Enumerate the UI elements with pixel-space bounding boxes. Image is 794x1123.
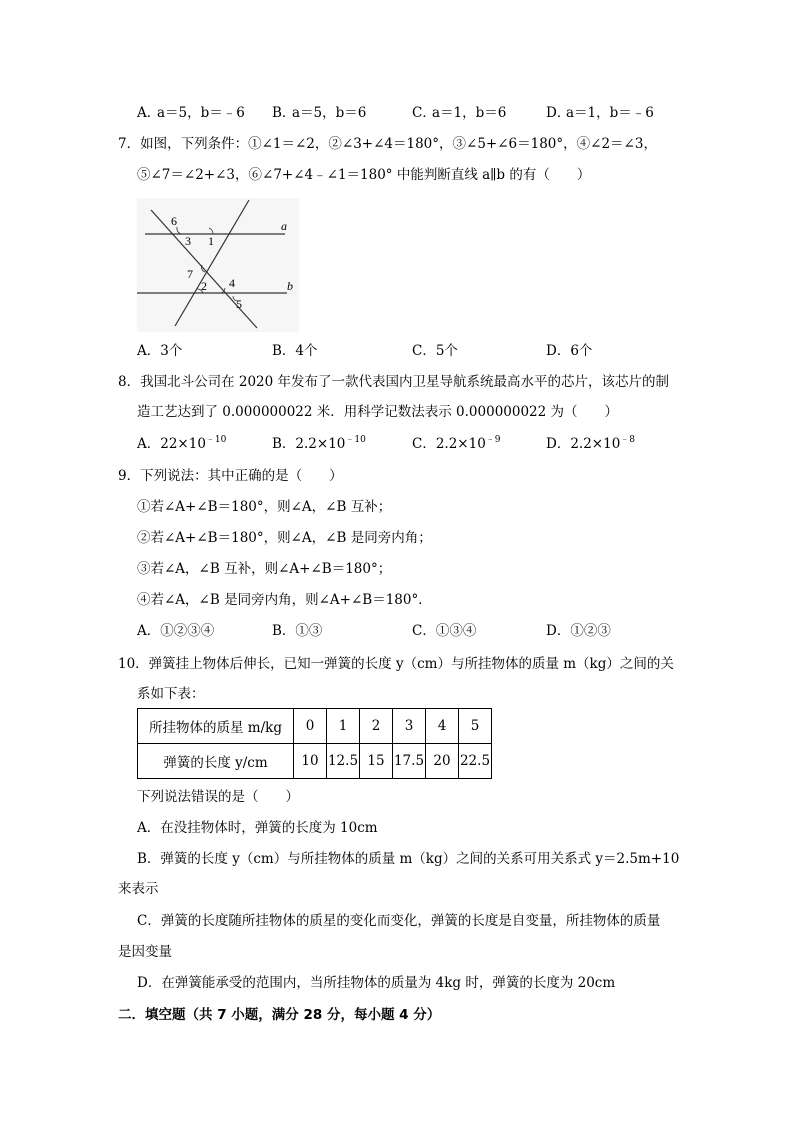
q9-option-c: C．①③④ (412, 623, 477, 639)
spring-data-table (137, 708, 492, 779)
q8-option-c-exp: ﹣9 (485, 435, 501, 445)
q7-option-b: B．4个 (272, 343, 318, 359)
table-cell: 20 (426, 744, 459, 779)
table-cell: 4 (426, 709, 459, 744)
q9-option-b: B．①③ (272, 623, 323, 639)
q8-option-d-base: D．2.2×10 (546, 436, 621, 452)
q6-option-b: B． (272, 105, 296, 121)
label-3: 3 (185, 234, 191, 248)
label-b: b (287, 279, 293, 293)
section-heading-fill-in: 二．填空题（共 7 小题，满分 28 分，每小题 4 分） (118, 1007, 441, 1023)
table-header-length: 弹簧的长度 y/cm (138, 744, 294, 779)
table-cell: 2 (360, 709, 393, 744)
table-cell: 22.5 (459, 744, 492, 779)
q6-option-c-text: a＝1，b＝6 (432, 105, 507, 121)
q7-stem-line2: ⑤∠7＝∠2+∠3，⑥∠7+∠4﹣∠1＝180° 中能判断直线 a∥b 的有（ ） (137, 167, 591, 183)
q6-option-b-text: a＝5，b＝6 (292, 105, 367, 121)
q7-option-c: C．5个 (412, 343, 458, 359)
label-7: 7 (187, 267, 193, 281)
table-cell: 15 (360, 744, 393, 779)
q6-option-c: C． (412, 105, 436, 121)
q10-option-c-line1: C．弹簧的长度随所挂物体的质星的变化而变化，弹簧的长度是自变量，所挂物体的质量 (137, 913, 661, 929)
q6-option-d-text: a＝1，b＝﹣6 (566, 105, 654, 121)
q10-option-b-line1: B．弹簧的长度 y（cm）与所挂物体的质量 m（kg）之间的关系可用关系式 y＝2.5m+10 (137, 851, 680, 867)
q8-option-a-base: A．22×10 (137, 436, 206, 452)
q8-option-b (272, 434, 366, 454)
q9-statement-2: ②若∠A+∠B＝180°，则∠A，∠B 是同旁内角； (137, 530, 432, 546)
q10-option-a: A．在没挂物体时，弹簧的长度为 10cm (137, 820, 378, 836)
q9-option-a: A．①②③④ (137, 623, 215, 639)
q10-option-b-line2: 来表示 (118, 881, 159, 897)
q10-option-c-line2: 是因变量 (118, 944, 172, 960)
table-cell: 17.5 (393, 744, 426, 779)
table-row (138, 709, 492, 744)
table-cell: 1 (327, 709, 360, 744)
table-cell: 0 (294, 709, 327, 744)
label-4: 4 (229, 276, 235, 290)
figure-background (137, 198, 299, 332)
q6-option-a: A． (137, 105, 161, 121)
label-a: a (281, 219, 287, 233)
q6-option-d: D． (546, 105, 571, 121)
q9-option-d: D．①②③ (546, 623, 611, 639)
q10-stem-line2: 系如下表： (137, 686, 205, 702)
q6-option-a-text: a＝5，b＝﹣6 (157, 105, 245, 121)
q8-option-d-exp: ﹣8 (620, 435, 636, 445)
label-6: 6 (171, 214, 177, 228)
table-cell: 12.5 (327, 744, 360, 779)
table-cell: 10 (294, 744, 327, 779)
q8-option-b-exp: ﹣10 (345, 435, 366, 445)
q9-stem: 9．下列说法：其中正确的是（ ） (118, 468, 343, 484)
q10-option-d: D．在弹簧能承受的范围内，当所挂物体的质量为 4kg 时，弹簧的长度为 20cm (137, 975, 616, 991)
q10-stem-line1: 10．弹簧挂上物体后伸长，已知一弹簧的长度 y（cm）与所挂物体的质量 m（kg）之间的关 (118, 656, 674, 672)
q8-option-b-base: B．2.2×10 (272, 436, 346, 452)
q8-option-d (546, 434, 635, 454)
q8-stem-line2: 造工艺达到了 0.000000022 米．用科学记数法表示 0.000000022 为（ ） (137, 404, 619, 420)
table-cell: 3 (393, 709, 426, 744)
table-row (138, 744, 492, 779)
table-header-mass: 所挂物体的质星 m/kg (138, 709, 294, 744)
q8-stem-line1: 8．我国北斗公司在 2020 年发布了一款代表国内卫星导航系统最高水平的芯片，该芯片的制 (118, 374, 670, 390)
q8-option-c (412, 434, 501, 454)
q10-ask: 下列说法错误的是（ ） (137, 789, 299, 805)
q8-option-a (137, 434, 226, 454)
q8-option-c-base: C．2.2×10 (412, 436, 486, 452)
table-cell: 5 (459, 709, 492, 744)
parallel-lines-figure (137, 198, 299, 332)
q7-option-d: D．6个 (546, 343, 593, 359)
q8-option-a-exp: ﹣10 (205, 435, 227, 445)
q9-statement-4: ④若∠A，∠B 是同旁内角，则∠A+∠B＝180°． (137, 592, 432, 608)
q7-stem-line1: 7．如图，下列条件：①∠1＝∠2，②∠3+∠4＝180°，③∠5+∠6＝180°，④∠2＝∠3， (118, 136, 657, 152)
label-1: 1 (208, 234, 214, 248)
q9-statement-1: ①若∠A+∠B＝180°，则∠A，∠B 互补； (137, 499, 392, 515)
q9-statement-3: ③若∠A，∠B 互补，则∠A+∠B＝180°； (137, 561, 392, 577)
q7-option-a: A．3个 (137, 343, 183, 359)
label-2: 2 (201, 279, 207, 293)
label-5: 5 (236, 297, 242, 311)
